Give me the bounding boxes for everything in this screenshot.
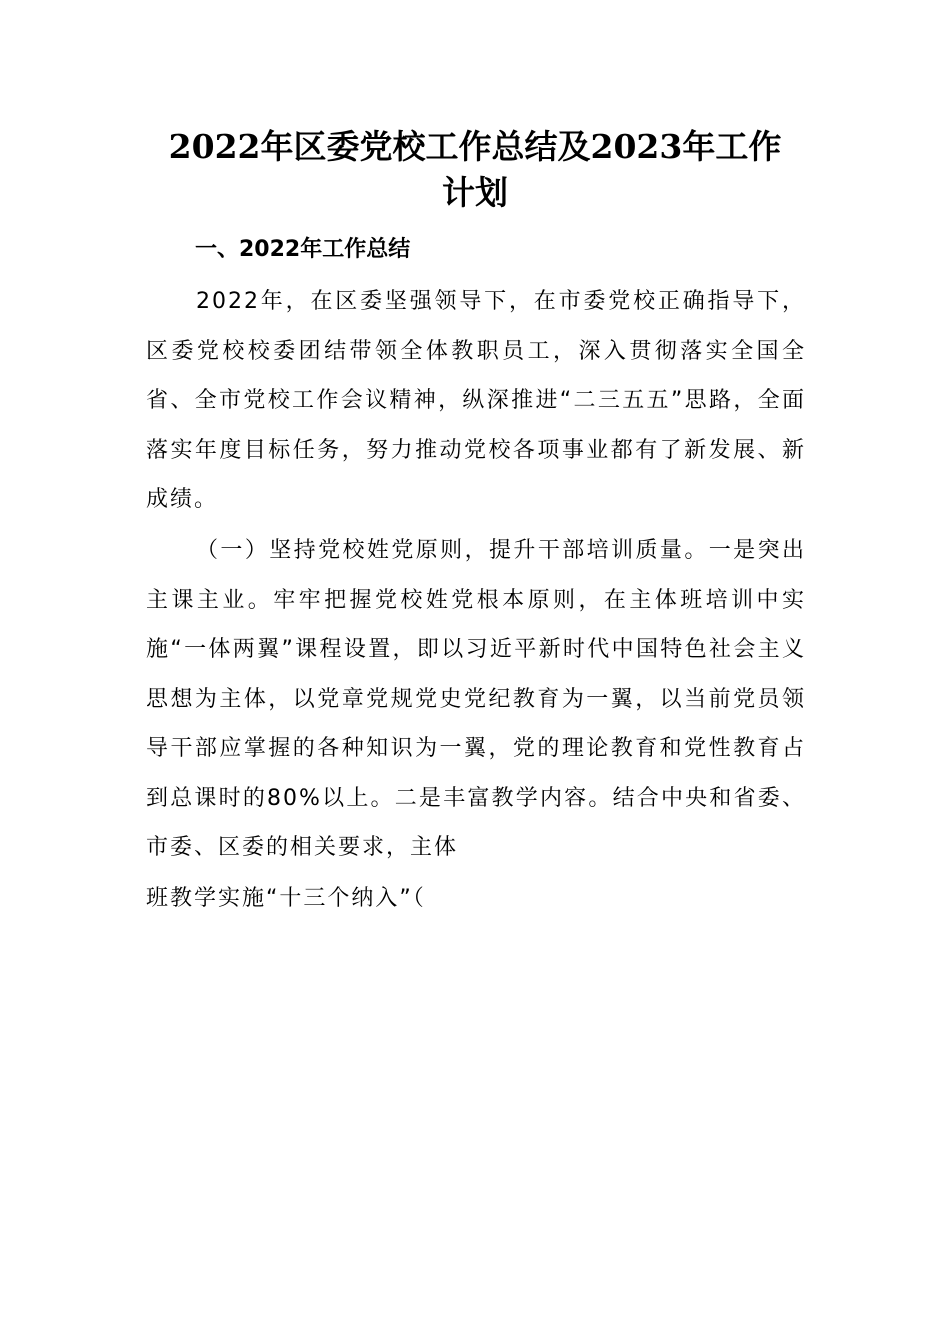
- title-line-1: 2022年区委党校工作总结及2023年工作: [168, 127, 782, 166]
- section-heading: 一、2022年工作总结: [195, 237, 411, 262]
- paragraph-training-quality: （一）坚持党校姓党原则，提升干部培训质量。一是突出主课主业。牢牢把握党校姓党根本原则，在主体班培训中实施“一体两翼”课程设置，即以习近平新时代中国特色社会主义思想为主体，以党章党规党史党纪教育为一翼，以当前党员领导干部应掌握的各种知识为一翼，党的理论教育和党性教育占到总课时的80%以上。二是丰富教学内容。结合中央和省委、市委、区委的相关要求，主体: [146, 538, 806, 860]
- paragraph-continuation: 班教学实施“十三个纳入”（: [146, 886, 426, 911]
- document-title: [140, 124, 810, 216]
- title-line-2: 计划: [442, 173, 508, 212]
- paragraph-summary-intro: 2022年，在区委坚强领导下，在市委党校正确指导下，区委党校校委团结带领全体教职员工，深入贯彻落实全国全省、全市党校工作会议精神，纵深推进“二三五五”思路，全面落实年度目标任务，努力推动党校各项事业都有了新发展、新成绩。: [146, 289, 807, 512]
